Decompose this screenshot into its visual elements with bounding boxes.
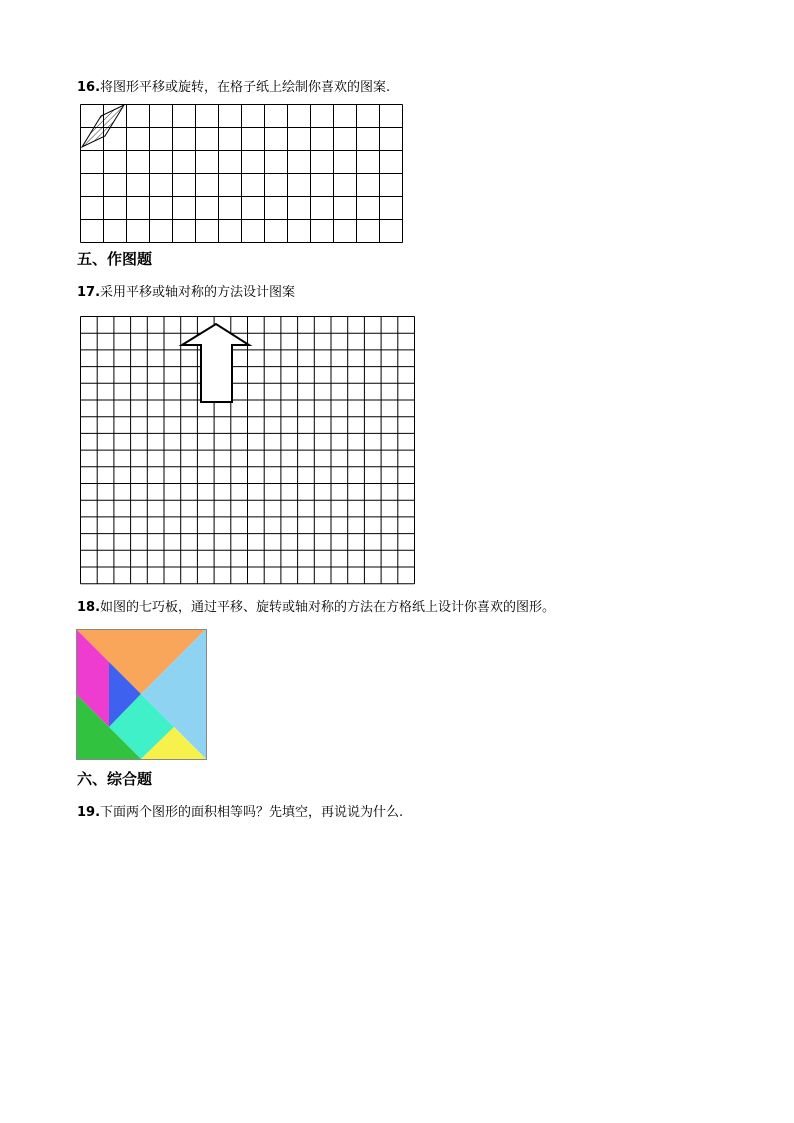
arrow-shape <box>182 324 249 402</box>
question-number: 18. <box>77 600 101 615</box>
grid-paper-16 <box>80 104 405 244</box>
tangram-figure <box>76 629 207 760</box>
question-text: 如图的七巧板，通过平移、旋转或轴对称的方法在方格纸上设计你喜欢的图形。 <box>100 600 556 615</box>
question-number: 17. <box>77 285 101 300</box>
question-16 <box>77 80 390 96</box>
section-title-5: 五、作图题 <box>77 250 153 268</box>
grid-paper-17 <box>80 316 416 585</box>
question-19 <box>77 805 403 821</box>
question-17 <box>77 285 295 301</box>
question-number: 16. <box>77 80 101 95</box>
question-number: 19. <box>77 805 101 820</box>
question-text: 下面两个图形的面积相等吗？先填空，再说说为什么. <box>100 805 404 820</box>
question-18 <box>77 600 555 616</box>
section-title-6: 六、综合题 <box>77 770 153 788</box>
question-text: 将图形平移或旋转，在格子纸上绘制你喜欢的图案. <box>100 80 391 95</box>
question-text: 采用平移或轴对称的方法设计图案 <box>100 285 296 300</box>
